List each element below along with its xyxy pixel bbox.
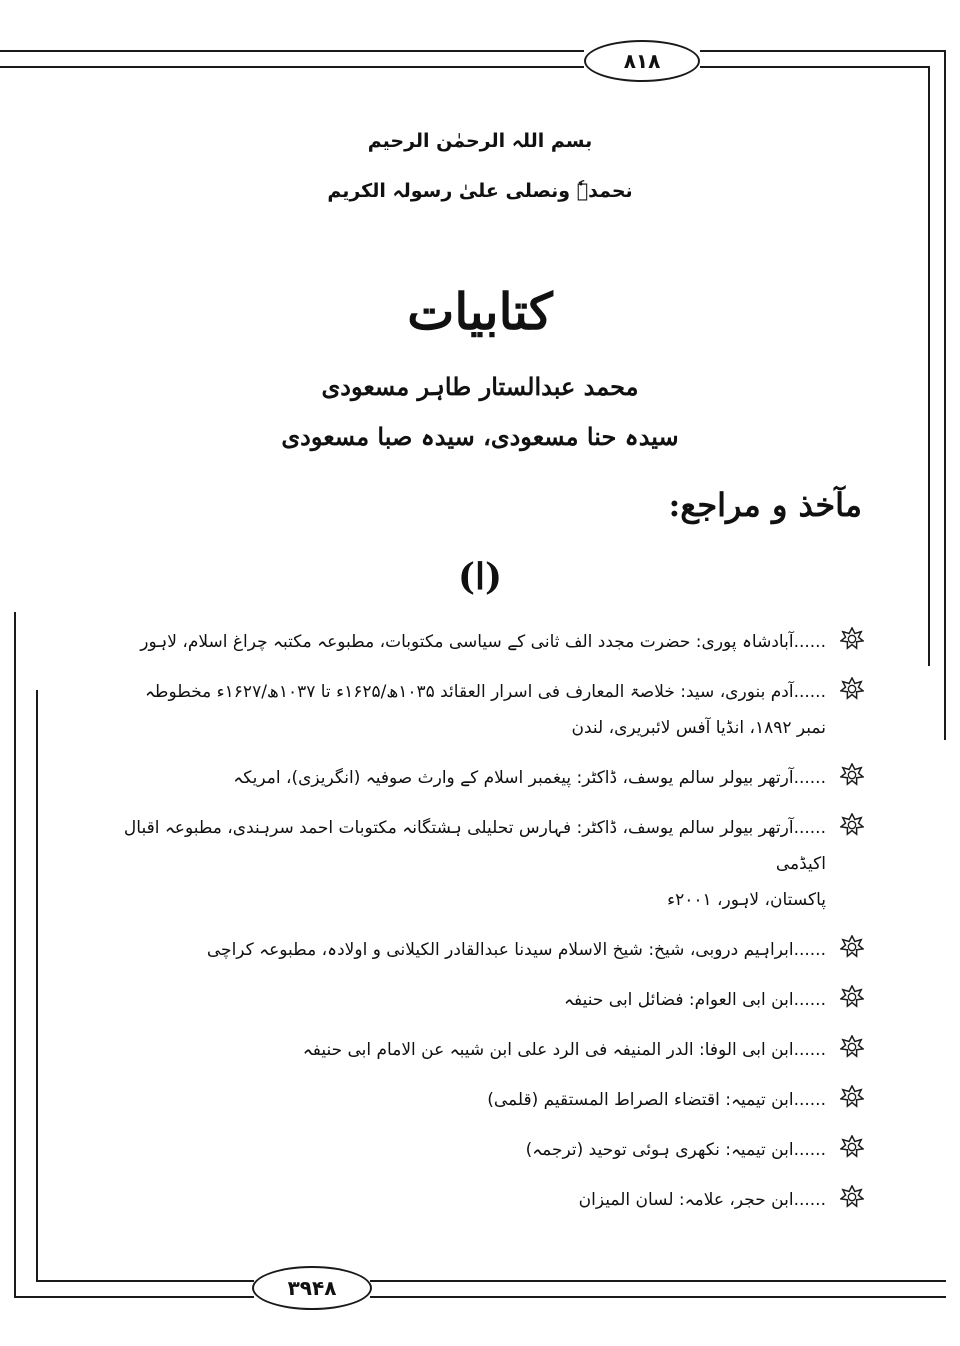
entry-leader-dots: ......: [793, 682, 826, 702]
flower-bullet-icon: [838, 1035, 864, 1065]
flower-bullet-icon: [838, 1185, 864, 1215]
basmala: بسم اللہ الرحمٰن الرحیم: [367, 130, 593, 152]
hamd-line: نحمدہٗ ونصلی علیٰ رسولہ الکریم: [327, 180, 633, 202]
flower-bullet-icon: [838, 627, 864, 657]
entry-text: ابراہیم دروبی، شیخ: شیخ الاسلام سیدنا عبدالقادر الکیلانی و اولادہ، مطبوعہ کراچی: [206, 940, 794, 960]
entry-text: ابن تیمیہ: نکھری ہوئی توحید (ترجمہ): [525, 1140, 794, 1160]
entry-text: آرتھر بیولر سالم یوسف، ڈاکٹر: پیغمبر اسلام کے وارث صوفیہ (انگریزی)، امریکہ: [233, 768, 794, 788]
entry-text: ابن ابی الوفا: الدر المنیفہ فی الرد علی ابن شیبہ عن الامام ابی حنیفہ: [302, 1040, 794, 1060]
bibliography-entry: [94, 982, 864, 1018]
top-page-number-text: ۸۱۸: [623, 49, 661, 73]
bottom-page-number-text: ۳۹۴۸: [287, 1276, 337, 1300]
entry-text: ابن حجر، علامہ: لسان المیزان: [578, 1190, 794, 1210]
frame-right-line-inner: [928, 66, 930, 666]
flower-bullet-icon: [838, 1085, 864, 1115]
top-page-number: [584, 40, 700, 82]
section-number: (ا): [457, 556, 503, 598]
entry-continuation: نمبر ۱۸۹۲، انڈیا آفس لائبریری، لندن: [571, 718, 826, 738]
page-title: کتابیات: [407, 282, 553, 341]
flower-bullet-icon: [838, 763, 864, 793]
bibliography-entry: [94, 624, 864, 660]
frame-left-line-inner: [36, 690, 38, 1282]
entry-text: ابن تیمیہ: اقتضاء الصراط المستقیم (قلمی): [487, 1090, 794, 1110]
frame-bottom-line-inner-right: [370, 1280, 946, 1282]
entry-text: آدم بنوری، سید: خلاصۃ المعارف فی اسرار العقائد ۱۰۳۵ھ/۱۶۲۵ء تا ۱۰۳۷ھ/۱۶۲۷ء مخطوطہ: [144, 682, 794, 702]
entry-leader-dots: ......: [793, 818, 826, 838]
flower-bullet-icon: [838, 813, 864, 843]
bottom-page-number: [252, 1266, 372, 1310]
frame-bottom-line-outer-right: [370, 1296, 946, 1298]
bibliography-entry: [94, 810, 864, 918]
flower-bullet-icon: [838, 985, 864, 1015]
bibliography-entry: [94, 1032, 864, 1068]
entry-continuation: پاکستان، لاہور، ۲۰۰۱ء: [667, 890, 826, 910]
frame-top-line-inner-right: [700, 66, 928, 68]
author-line-2: سیدہ حنا مسعودی، سیدہ صبا مسعودی: [281, 422, 679, 451]
entry-leader-dots: ......: [793, 1040, 826, 1060]
entry-leader-dots: ......: [793, 1090, 826, 1110]
entry-leader-dots: ......: [793, 768, 826, 788]
entry-leader-dots: ......: [793, 632, 826, 652]
author-line-1: محمد عبدالستار طاہر مسعودی: [321, 372, 639, 401]
entry-leader-dots: ......: [793, 990, 826, 1010]
flower-bullet-icon: [838, 677, 864, 707]
frame-right-line-outer: [944, 50, 946, 740]
frame-left-line-outer: [14, 612, 16, 1298]
bibliography-entry: [94, 1082, 864, 1118]
bibliography-entry: [94, 674, 864, 746]
flower-bullet-icon: [838, 1135, 864, 1165]
frame-top-line-inner: [0, 66, 584, 68]
entry-leader-dots: ......: [793, 940, 826, 960]
entry-leader-dots: ......: [793, 1140, 826, 1160]
entry-leader-dots: ......: [793, 1190, 826, 1210]
frame-top-line-outer-right: [700, 50, 946, 52]
bibliography-entry: [94, 760, 864, 796]
frame-bottom-line-inner: [36, 1280, 254, 1282]
flower-bullet-icon: [838, 935, 864, 965]
sources-heading: مآخذ و مراجع:: [668, 486, 862, 524]
frame-bottom-line-outer: [14, 1296, 254, 1298]
bibliography-list: [94, 624, 864, 1232]
entry-text: آبادشاہ پوری: حضرت مجدد الف ثانی کے سیاسی مکتوبات، مطبوعہ مکتبہ چراغ اسلام، لاہور: [140, 632, 794, 652]
bibliography-entry: [94, 1132, 864, 1168]
frame-top-line-outer: [0, 50, 584, 52]
bibliography-entry: [94, 932, 864, 968]
bibliography-entry: [94, 1182, 864, 1218]
entry-text: آرتھر بیولر سالم یوسف، ڈاکٹر: فہارس تحلیلی ہشتگانہ مکتوبات احمد سرہندی، مطبوعہ اقبال اکیڈمی: [123, 818, 826, 874]
entry-text: ابن ابی العوام: فضائل ابی حنیفہ: [564, 990, 794, 1010]
